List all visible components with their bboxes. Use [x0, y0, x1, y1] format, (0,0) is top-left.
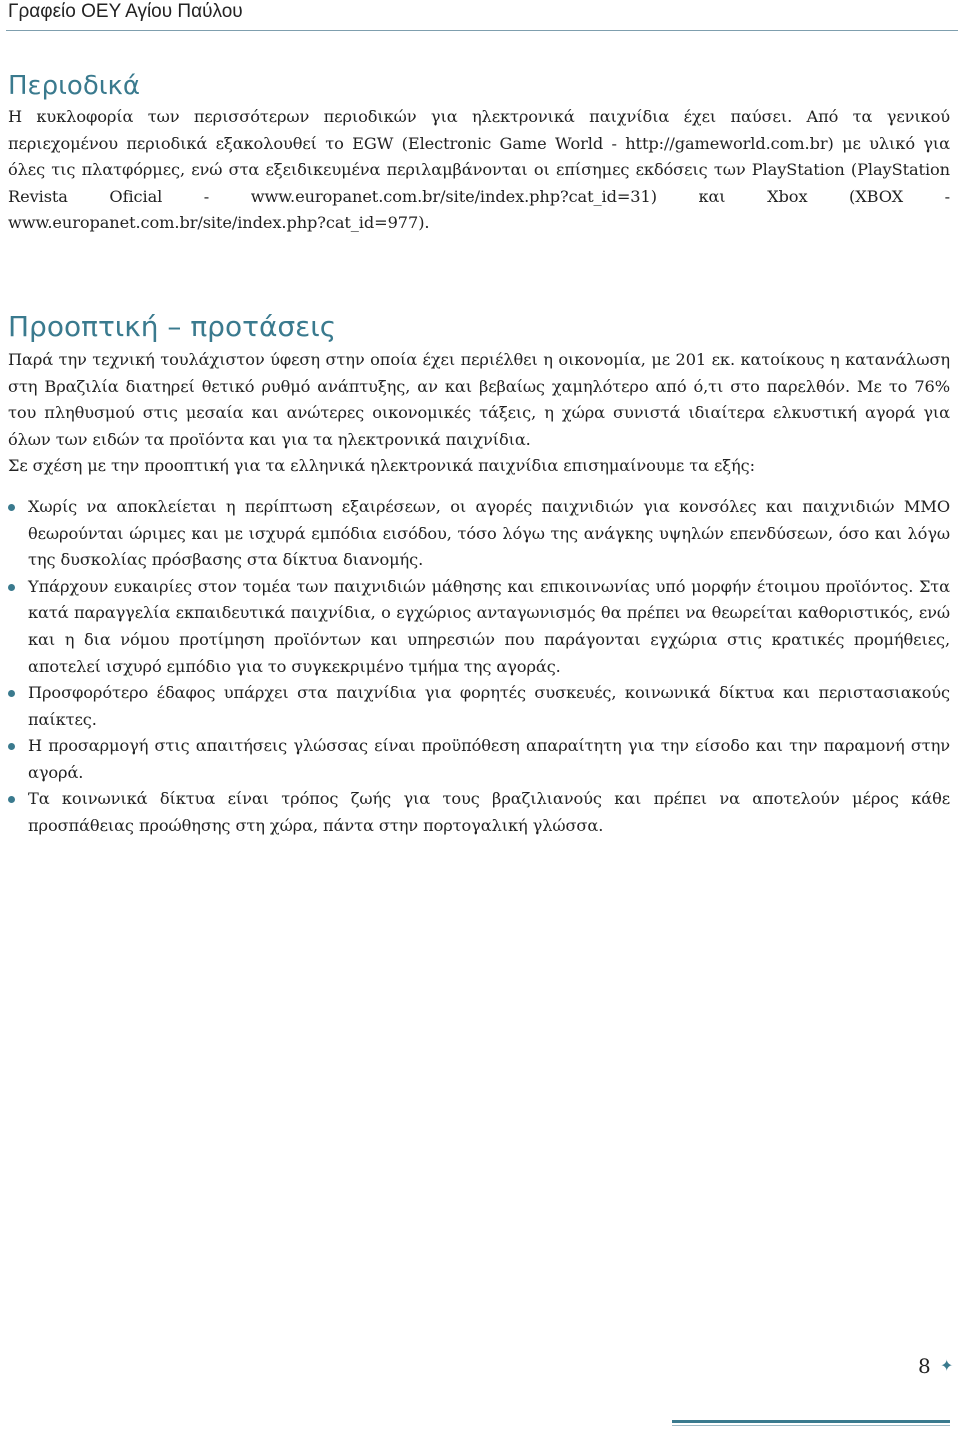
footer-rule-thin	[672, 1425, 950, 1426]
page-footer	[0, 1350, 960, 1430]
page-header	[6, 0, 958, 31]
bullet-icon	[8, 504, 15, 511]
section-heading-prooptiki: Προοπτική – προτάσεις	[8, 309, 337, 343]
list-item-text: Τα κοινωνικά δίκτυα είναι τρόπος ζωής για τους βραζιλιανούς και πρέπει να αποτελούν μέρος κάθε προσπάθειας προώθησης στη χώρα, πάντα στην πορτογαλική γλώσσα.	[28, 789, 950, 836]
header-title: Γραφείο ΟΕΥ Αγίου Παύλου	[8, 1, 243, 22]
section-heading-periodika: Περιοδικά	[8, 71, 140, 101]
list-item	[8, 786, 950, 839]
bullet-list	[8, 494, 950, 840]
bullet-icon	[8, 796, 15, 803]
bullet-icon	[8, 743, 15, 750]
list-item-text: Προσφορότερο έδαφος υπάρχει στα παιχνίδια για φορητές συσκευές, κοινωνικά δίκτυα και περιστασιακούς παίκτες.	[28, 683, 950, 729]
list-item-text: Χωρίς να αποκλείεται η περίπτωση εξαιρέσεων, οι αγορές παιχνιδιών για κονσόλες και παιχνιδιών MMO θεωρούνται ώριμες και με ισχυρά εμπόδια εισόδου, τόσο λόγω της ανάγκης υψηλών επενδύσεων, όσο και λόγω της δυσκολίας πρόσβασης στα δίκτυα διανομής.	[28, 496, 950, 570]
bullet-icon	[8, 690, 15, 697]
list-item	[8, 494, 950, 574]
document-body	[8, 68, 950, 840]
page-number: 8	[918, 1354, 931, 1378]
footer-rule	[672, 1420, 950, 1423]
list-item-text: Υπάρχουν ευκαιρίες στον τομέα των παιχνιδιών μάθησης και επικοινωνίας υπό μορφήν έτοιμου προϊόντος. Στα κατά παραγγελία εκπαιδευτικά παιχνίδια, ο εγχώριος ανταγωνισμός θα πρέπει να θεωρείται καθοριστικός, ενώ και η δια νόμου προτίμηση προϊόντων και υπηρεσιών που παράγονται εγχώρια στις κρατικές προμήθειες, αποτελεί ισχυρό εμπόδιο για το συγκεκριμένο τμήμα της αγοράς.	[28, 576, 950, 676]
paragraph-prooptiki-1: Παρά την τεχνική τουλάχιστον ύφεση στην οποία έχει περιέλθει η οικονομία, με 201 εκ. κατοίκους η κατανάλωση στη Βραζιλία διατηρεί θετικό ρυθμό ανάπτυξης, αν και βεβαίως χαμηλότερο από ό,τι στο παρελθόν. Με το 76% του πληθυσμού στις μεσαία και ανώτερες οικονομικές τάξεις, η χώρα συνιστά ιδιαίτερα ελκυστική αγορά για όλων των ειδών τα προϊόντα και για τα ηλεκτρονικά παιχνίδια.	[8, 349, 950, 449]
list-item	[8, 733, 950, 786]
star-icon: ✦	[940, 1356, 954, 1375]
paragraph-prooptiki-2: Σε σχέση με την προοπτική για τα ελληνικά ηλεκτρονικά παιχνίδια επισημαίνουμε τα εξής:	[8, 456, 755, 476]
paragraph-periodika: Η κυκλοφορία των περισσότερων περιοδικών για ηλεκτρονικά παιχνίδια έχει παύσει. Από τα γενικού περιεχομένου περιοδικά εξακολουθεί το EGW (Electronic Game World - http://gameworld.com.br) με υλικό για όλες τις πλατφόρμες, ενώ στα εξειδικευμένα περιλαμβάνονται οι επίσημες εκδόσεις των PlayStation (PlayStation Revista Oficial - www.europanet.com.br/site/index.php?cat_id=31) και Xbox (XBOX - www.europanet.com.br/site/index.php?cat_id=977).	[8, 107, 950, 233]
list-item	[8, 680, 950, 733]
list-item	[8, 574, 950, 680]
list-item-text: Η προσαρμογή στις απαιτήσεις γλώσσας είναι προϋπόθεση απαραίτητη για την είσοδο και την παραμονή στην αγορά.	[28, 736, 950, 782]
bullet-icon	[8, 584, 15, 591]
